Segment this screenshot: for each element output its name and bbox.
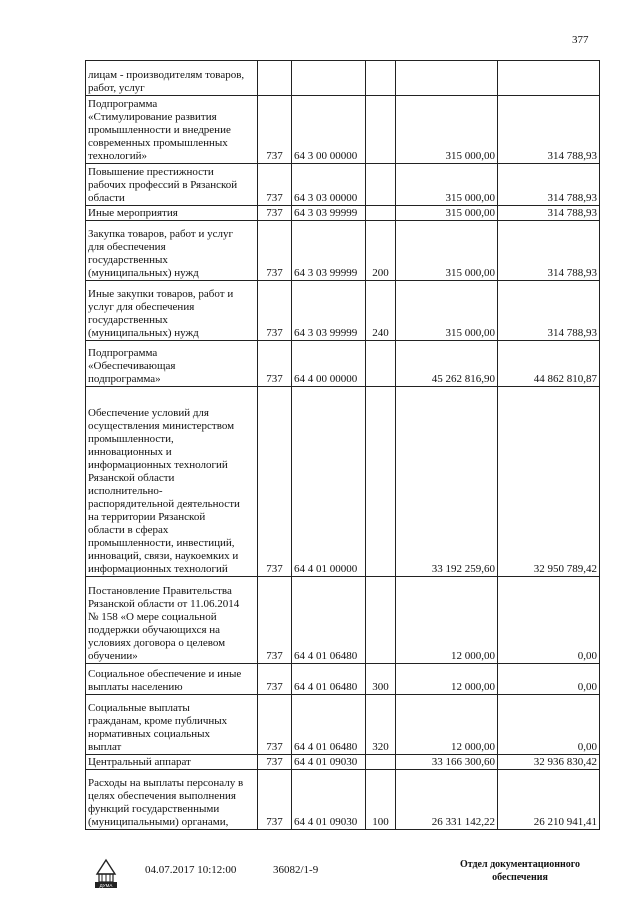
row-csr: 64 4 01 06480 xyxy=(292,695,366,755)
row-name: Подпрограмма «Обеспечивающая подпрограмма» xyxy=(86,341,258,387)
row-vr xyxy=(366,96,396,164)
row-planned: 12 000,00 xyxy=(396,664,498,695)
row-planned xyxy=(396,61,498,96)
row-ministry: 737 xyxy=(258,577,292,664)
row-executed xyxy=(498,61,600,96)
row-csr: 64 3 03 99999 xyxy=(292,281,366,341)
row-name: Повышение престижности рабочих профессий в Рязанской области xyxy=(86,164,258,206)
row-vr xyxy=(366,387,396,577)
table-row xyxy=(86,664,600,695)
footer-department-line1: Отдел документационного xyxy=(459,859,581,870)
page-number: 377 xyxy=(572,34,589,46)
row-planned: 315 000,00 xyxy=(396,206,498,221)
row-csr: 64 4 01 09030 xyxy=(292,770,366,830)
table-row xyxy=(86,164,600,206)
row-name: Социальное обеспечение и иные выплаты населению xyxy=(86,664,258,695)
row-executed: 44 862 810,87 xyxy=(498,341,600,387)
row-vr xyxy=(366,164,396,206)
row-vr: 240 xyxy=(366,281,396,341)
row-planned: 33 192 259,60 xyxy=(396,387,498,577)
row-executed: 0,00 xyxy=(498,664,600,695)
row-ministry: 737 xyxy=(258,664,292,695)
row-planned: 33 166 300,60 xyxy=(396,755,498,770)
table-row xyxy=(86,221,600,281)
row-name: Расходы на выплаты персоналу в целях обеспечения выполнения функций государственными (муниципальными) органами, xyxy=(86,770,258,830)
row-executed: 314 788,93 xyxy=(498,206,600,221)
row-planned: 12 000,00 xyxy=(396,695,498,755)
row-planned: 26 331 142,22 xyxy=(396,770,498,830)
budget-table xyxy=(85,60,600,830)
row-ministry: 737 xyxy=(258,281,292,341)
table-row xyxy=(86,281,600,341)
row-ministry: 737 xyxy=(258,206,292,221)
row-executed: 0,00 xyxy=(498,695,600,755)
table-row xyxy=(86,61,600,96)
row-vr xyxy=(366,577,396,664)
row-csr: 64 4 00 00000 xyxy=(292,341,366,387)
row-executed: 32 936 830,42 xyxy=(498,755,600,770)
row-csr: 64 3 03 00000 xyxy=(292,164,366,206)
emblem-label: ДУМА xyxy=(99,883,113,888)
row-csr: 64 4 01 06480 xyxy=(292,577,366,664)
row-vr: 320 xyxy=(366,695,396,755)
row-name: Обеспечение условий для осуществления министерством промышленности, инновационных и информационных технологий Рязанской области исполнительно- распорядительной деятельности на территории Рязанской области в сферах промышленности, инвестиций, инноваций, связи, наукоемких и информационных технологий xyxy=(86,387,258,577)
row-ministry: 737 xyxy=(258,96,292,164)
row-ministry xyxy=(258,61,292,96)
row-name: Закупка товаров, работ и услуг для обеспечения государственных (муниципальных) нужд xyxy=(86,221,258,281)
row-planned: 12 000,00 xyxy=(396,577,498,664)
row-name: Иные закупки товаров, работ и услуг для обеспечения государственных (муниципальных) нужд xyxy=(86,281,258,341)
row-csr: 64 3 03 99999 xyxy=(292,221,366,281)
row-csr xyxy=(292,61,366,96)
row-name: Центральный аппарат xyxy=(86,755,258,770)
row-executed: 32 950 789,42 xyxy=(498,387,600,577)
table-row xyxy=(86,341,600,387)
table-row xyxy=(86,755,600,770)
footer-department-line2: обеспечения xyxy=(492,872,548,883)
row-ministry: 737 xyxy=(258,695,292,755)
row-planned: 45 262 816,90 xyxy=(396,341,498,387)
row-vr xyxy=(366,755,396,770)
row-csr: 64 3 00 00000 xyxy=(292,96,366,164)
table-row xyxy=(86,206,600,221)
row-csr: 64 3 03 99999 xyxy=(292,206,366,221)
table-row xyxy=(86,695,600,755)
footer-department xyxy=(440,858,600,884)
row-vr: 100 xyxy=(366,770,396,830)
row-ministry: 737 xyxy=(258,341,292,387)
row-vr xyxy=(366,61,396,96)
row-name: Иные мероприятия xyxy=(86,206,258,221)
row-csr: 64 4 01 06480 xyxy=(292,664,366,695)
row-executed: 314 788,93 xyxy=(498,221,600,281)
footer-doc-number: 36082/1-9 xyxy=(273,864,319,876)
row-planned: 315 000,00 xyxy=(396,221,498,281)
row-executed: 314 788,93 xyxy=(498,164,600,206)
row-executed: 314 788,93 xyxy=(498,281,600,341)
row-ministry: 737 xyxy=(258,770,292,830)
row-vr xyxy=(366,206,396,221)
row-csr: 64 4 01 00000 xyxy=(292,387,366,577)
row-name: лицам - производителям товаров, работ, услуг xyxy=(86,61,258,96)
row-executed: 0,00 xyxy=(498,577,600,664)
row-ministry: 737 xyxy=(258,387,292,577)
duma-emblem-icon xyxy=(92,856,120,890)
table-row xyxy=(86,96,600,164)
table-row xyxy=(86,577,600,664)
row-name: Постановление Правительства Рязанской области от 11.06.2014 № 158 «О мере социальной поддержки обучающихся на условиях договора о целевом обучении» xyxy=(86,577,258,664)
row-vr: 200 xyxy=(366,221,396,281)
row-planned: 315 000,00 xyxy=(396,96,498,164)
row-name: Подпрограмма «Стимулирование развития промышленности и внедрение современных промышленных технологий» xyxy=(86,96,258,164)
row-executed: 314 788,93 xyxy=(498,96,600,164)
footer-date: 04.07.2017 10:12:00 xyxy=(145,864,237,876)
table-row xyxy=(86,387,600,577)
row-name: Социальные выплаты гражданам, кроме публичных нормативных социальных выплат xyxy=(86,695,258,755)
row-vr xyxy=(366,341,396,387)
row-planned: 315 000,00 xyxy=(396,281,498,341)
row-ministry: 737 xyxy=(258,755,292,770)
row-csr: 64 4 01 09030 xyxy=(292,755,366,770)
row-ministry: 737 xyxy=(258,164,292,206)
row-ministry: 737 xyxy=(258,221,292,281)
table-row xyxy=(86,770,600,830)
row-vr: 300 xyxy=(366,664,396,695)
row-planned: 315 000,00 xyxy=(396,164,498,206)
row-executed: 26 210 941,41 xyxy=(498,770,600,830)
